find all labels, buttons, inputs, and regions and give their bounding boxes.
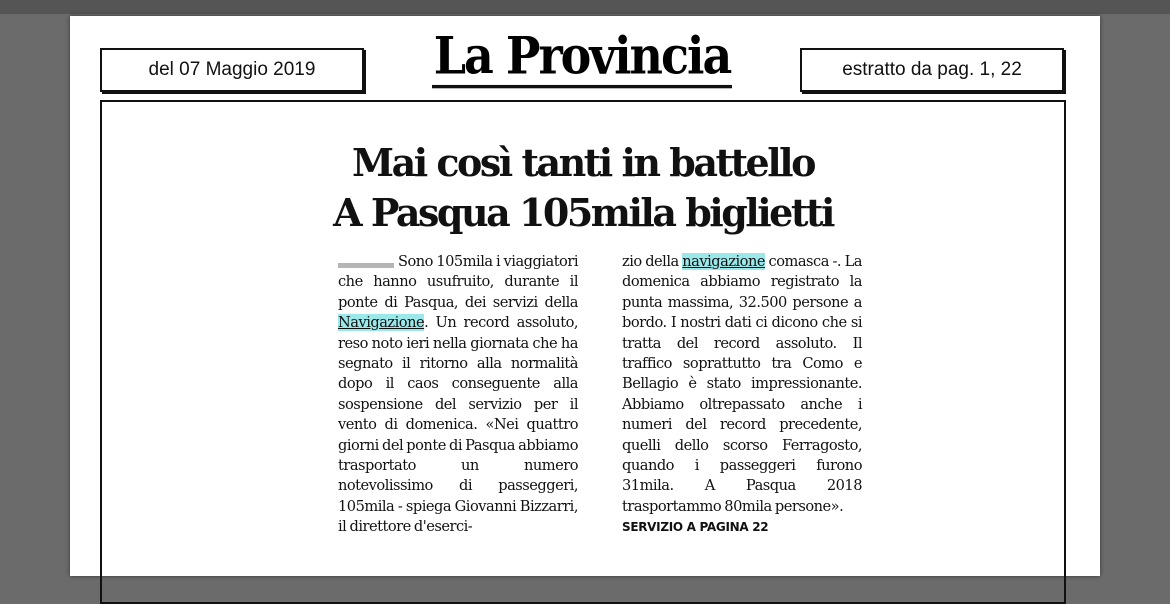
- page-extract-label: estratto da pag. 1, 22: [842, 59, 1022, 80]
- headline: [102, 138, 1064, 238]
- left-text-part-2: . Un record assoluto, reso noto ieri nella giornata che ha segnato il ritorno alla normalità dopo il caos conseguente alla sospensione del servizio per il vento di domenica. «Nei quattro giorni del ponte di Pasqua abbiamo trasportato un numero notevolissimo di passeggeri, 105mila - spiega Giovanni Bizzarri, il direttore d'eserci-: [338, 314, 578, 536]
- article-frame: [100, 100, 1066, 604]
- publication-date: del 07 Maggio 2019: [148, 59, 316, 80]
- masthead-logo: La Provincia: [432, 27, 732, 89]
- date-box: [100, 48, 364, 92]
- page-extract-box: [800, 48, 1064, 92]
- right-text-part-1: zio della: [622, 253, 683, 270]
- left-text-part-1: Sono 105mila i viaggiatori che hanno usufruito, durante il ponte di Pasqua, dei servizi della: [338, 253, 578, 311]
- newspaper-page: [70, 16, 1100, 576]
- headline-line-1: Mai così tanti in battello: [352, 140, 814, 185]
- viewer-top-bar: [0, 0, 1170, 14]
- right-text-part-2: comasca -. La domenica abbiamo registrato la punta massima, 32.500 persone a bordo. I nostri dati ci dicono che si tratta del record assoluto. Il traffico soprattutto tra Como e Bellagio è stato impressionante. Abbiamo oltrepassato anche i numeri del record precedente, quelli dello scorso Ferragosto, quando i passeggeri furono 31mila. A Pasqua 2018 trasportammo 80mila persone».: [622, 253, 862, 515]
- article-column-right: [622, 252, 862, 517]
- article-column-left: [338, 252, 578, 538]
- headline-line-2: A Pasqua 105mila biglietti: [333, 190, 833, 235]
- service-reference: SERVIZIO A PAGINA 22: [622, 520, 769, 534]
- highlight-navigazione: Navigazione: [338, 314, 425, 332]
- highlight-navigazione-2: navigazione: [682, 253, 765, 270]
